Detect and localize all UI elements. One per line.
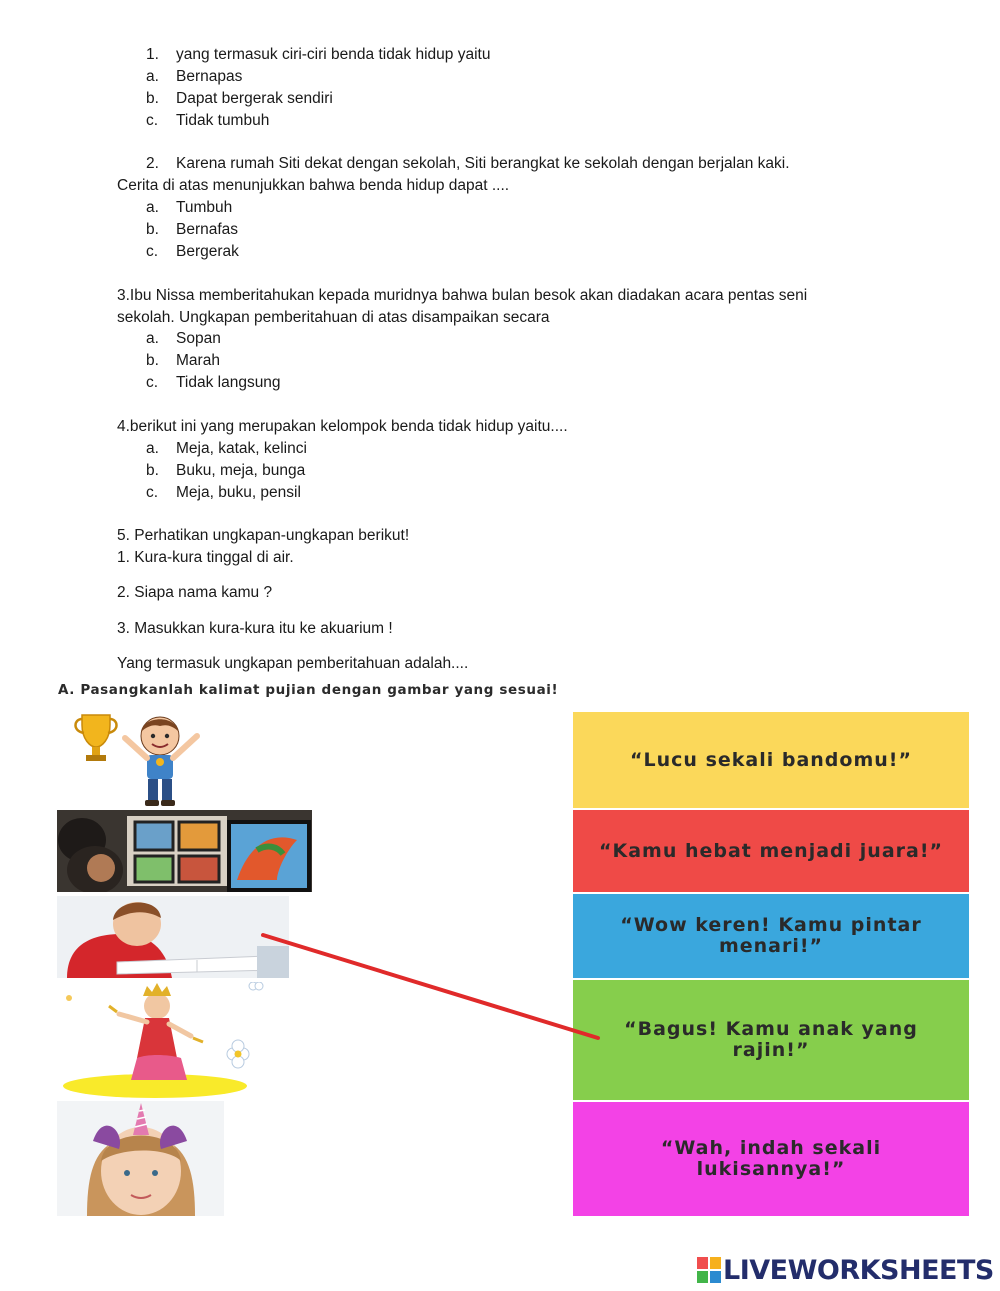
q5-prompt: Yang termasuk ungkapan pemberitahuan adalah....: [117, 655, 469, 672]
q4-text: 4.berikut ini yang merupakan kelompok benda tidak hidup yaitu....: [117, 418, 568, 435]
q4-option-a-letter: a.: [146, 440, 159, 457]
q2-option-b-letter: b.: [146, 221, 159, 238]
picture-trophy-boy[interactable]: [57, 710, 217, 808]
praise-box-1[interactable]: “Lucu sekali bandomu!”: [573, 712, 969, 808]
q4-option-b: Buku, meja, bunga: [176, 462, 306, 479]
q1-number: 1.: [146, 46, 159, 63]
q1-text: yang termasuk ciri-ciri benda tidak hidup yaitu: [176, 46, 491, 63]
q2-number: 2.: [146, 155, 159, 172]
q5-text: 5. Perhatikan ungkapan-ungkapan berikut!: [117, 527, 410, 544]
q3-option-a: Sopan: [176, 330, 221, 347]
picture-painting-gallery[interactable]: [57, 810, 312, 892]
logo-mark-square: [710, 1271, 721, 1283]
logo-mark-square: [697, 1257, 708, 1269]
q3-option-c: Tidak langsung: [176, 374, 281, 391]
logo-mark-square: [697, 1271, 708, 1283]
q3-option-b-letter: b.: [146, 352, 159, 369]
boy-figure: [125, 717, 197, 806]
logo-mark-icon: [697, 1257, 721, 1283]
picture-boy-reading[interactable]: [57, 896, 289, 978]
q2-text-cont: Cerita di atas menunjukkan bahwa benda hidup dapat ....: [117, 177, 510, 194]
matching-heading: A. Pasangkanlah kalimat pujian dengan gambar yang sesuai!: [58, 682, 559, 698]
q1-option-b: Dapat bergerak sendiri: [176, 90, 333, 107]
praise-box-5[interactable]: “Wah, indah sekali lukisannya!”: [573, 1102, 969, 1216]
liveworksheets-logo: [697, 1253, 994, 1287]
q2-option-a: Tumbuh: [176, 199, 233, 216]
q3-option-a-letter: a.: [146, 330, 159, 347]
picture-girl-dancer[interactable]: [57, 982, 279, 1098]
picture-unicorn-girl[interactable]: [57, 1101, 224, 1216]
q1-option-a-letter: a.: [146, 68, 159, 85]
q1-option-b-letter: b.: [146, 90, 159, 107]
logo-mark-square: [710, 1257, 721, 1269]
q2-text: Karena rumah Siti dekat dengan sekolah, Siti berangkat ke sekolah dengan berjalan kaki.: [176, 155, 790, 172]
praise-box-4[interactable]: “Bagus! Kamu anak yang rajin!”: [573, 980, 969, 1100]
q5-item-1: 1. Kura-kura tinggal di air.: [117, 549, 294, 566]
q4-option-b-letter: b.: [146, 462, 159, 479]
logo-text: LIVEWORKSHEETS: [723, 1254, 994, 1286]
praise-box-2[interactable]: “Kamu hebat menjadi juara!”: [573, 810, 969, 892]
q3-text-cont: sekolah. Ungkapan pemberitahuan di atas disampaikan secara: [117, 309, 550, 326]
q2-option-a-letter: a.: [146, 199, 159, 216]
q1-option-c: Tidak tumbuh: [176, 112, 270, 129]
q4-option-a: Meja, katak, kelinci: [176, 440, 307, 457]
q3-text: 3.Ibu Nissa memberitahukan kepada muridnya bahwa bulan besok akan diadakan acara pentas seni: [117, 287, 808, 304]
q5-item-3: 3. Masukkan kura-kura itu ke akuarium !: [117, 620, 393, 637]
praise-box-3[interactable]: “Wow keren! Kamu pintar menari!”: [573, 894, 969, 978]
q2-option-c-letter: c.: [146, 243, 159, 260]
q4-option-c: Meja, buku, pensil: [176, 484, 301, 501]
matching-line: [263, 935, 598, 1038]
q3-option-b: Marah: [176, 352, 220, 369]
q5-item-2: 2. Siapa nama kamu ?: [117, 584, 273, 601]
q1-option-c-letter: c.: [146, 112, 159, 129]
q2-option-b: Bernafas: [176, 221, 239, 238]
q3-option-c-letter: c.: [146, 374, 159, 391]
q2-option-c: Bergerak: [176, 243, 239, 260]
q4-option-c-letter: c.: [146, 484, 159, 501]
trophy-icon: [76, 715, 117, 761]
q1-option-a: Bernapas: [176, 68, 243, 85]
